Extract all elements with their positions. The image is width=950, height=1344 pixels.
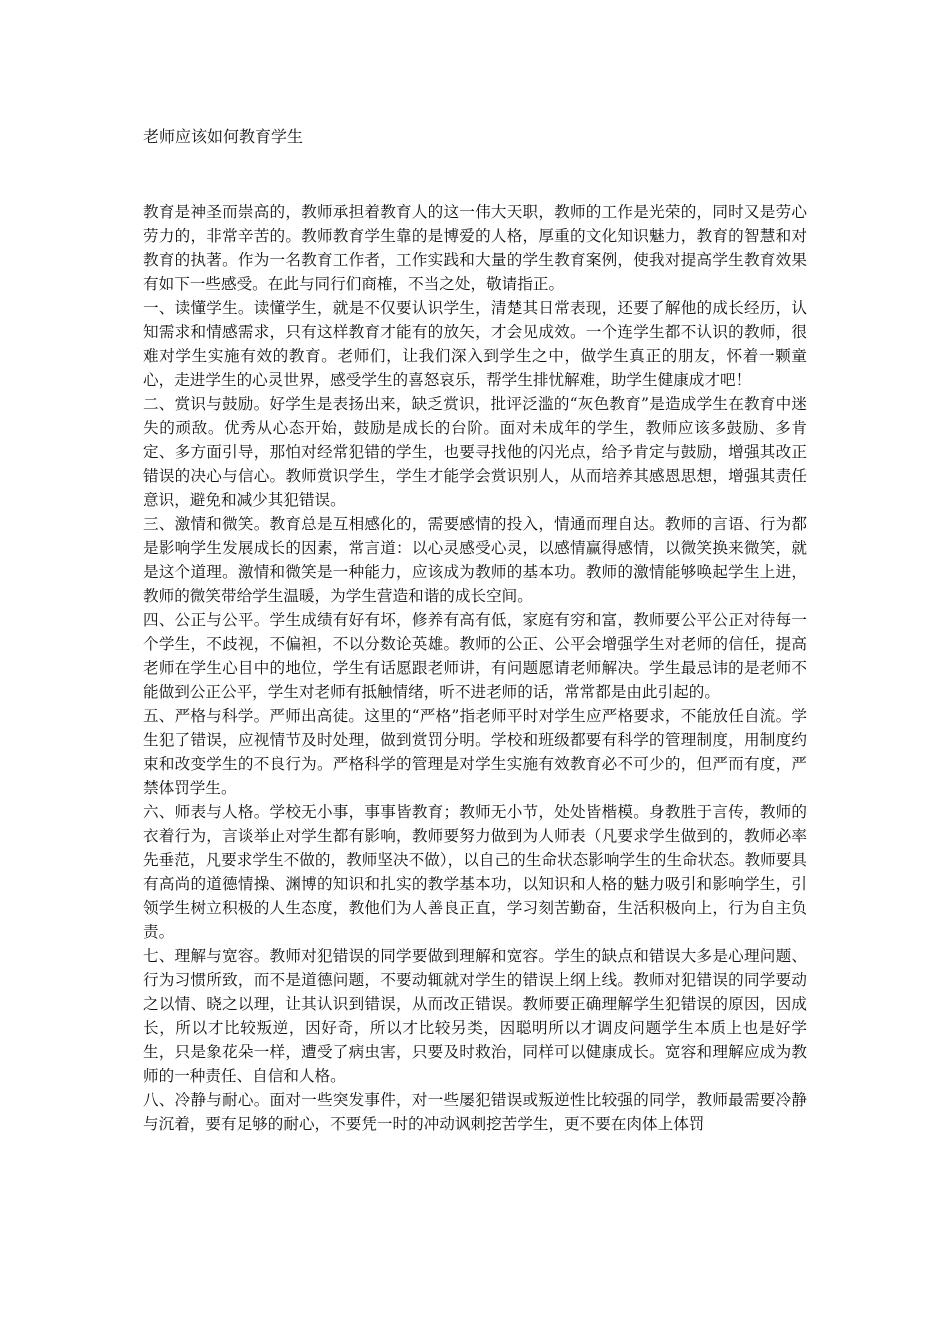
paragraph-section-8: 八、冷静与耐心。面对一些突发事件，对一些屡犯错误或叛逆性比较强的同学，教师最需要冷静与沉着，要有足够的耐心，不要凭一时的冲动讽刺挖苦学生，更不要在肉体上体罚	[143, 1091, 807, 1133]
paragraph-intro: 教育是神圣而崇高的，教师承担着教育人的这一伟大天职，教师的工作是光荣的，同时又是劳心劳力的，非常辛苦的。教师教育学生靠的是博爱的人格，厚重的文化知识魅力，教育的智慧和对教育的执著。作为一名教育工作者，工作实践和大量的学生教育案例，使我对提高学生教育效果有如下一些感受。在此与同行们商榷，不当之处，敬请指正。	[143, 203, 807, 293]
paragraph-section-6: 六、师表与人格。学校无小事，事事皆教育；教师无小节，处处皆楷模。身教胜于言传，教师的衣着行为，言谈举止对学生都有影响，教师要努力做到为人师表（凡要求学生做到的，教师必率先垂范，凡要求学生不做的，教师坚决不做），以自己的生命状态影响学生的生命状态。教师要具有高尚的道德情操、渊博的知识和扎实的教学基本功，以知识和人格的魅力吸引和影响学生，引领学生树立积极的人生态度，教他们为人善良正直，学习刻苦勤奋，生活积极向上，行为自主负责。	[143, 803, 807, 941]
paragraph-section-7: 七、理解与宽容。教师对犯错误的同学要做到理解和宽容。学生的缺点和错误大多是心理问题、行为习惯所致，而不是道德问题，不要动辄就对学生的错误上纲上线。教师对犯错误的同学要动之以情、晓之以理，让其认识到错误，从而改正错误。教师要正确理解学生犯错误的原因，因成长，所以才比较叛逆，因好奇，所以才比较另类，因聪明所以才调皮问题学生本质上也是好学生，只是象花朵一样，遭受了病虫害，只要及时救治，同样可以健康成长。宽容和理解应成为教师的一种责任、自信和人格。	[143, 947, 807, 1085]
document-page	[143, 0, 807, 1344]
paragraph-section-1: 一、读懂学生。读懂学生，就是不仅要认识学生，清楚其日常表现，还要了解他的成长经历，认知需求和情感需求，只有这样教育才能有的放矢，才会见成效。一个连学生都不认识的教师，很难对学生实施有效的教育。老师们，让我们深入到学生之中，做学生真正的朋友，怀着一颗童心，走进学生的心灵世界，感受学生的喜怒哀乐，帮学生排忧解难，助学生健康成才吧！	[143, 299, 807, 389]
paragraph-section-3: 三、激情和微笑。教育总是互相感化的，需要感情的投入，情通而理自达。教师的言语、行为都是影响学生发展成长的因素，常言道：以心灵感受心灵，以感情赢得感情，以微笑换来微笑，就是这个道理。激情和微笑是一种能力，应该成为教师的基本功。教师的激情能够唤起学生上进，教师的微笑带给学生温暖，为学生营造和谐的成长空间。	[143, 515, 807, 605]
document-body	[143, 200, 807, 1136]
paragraph-section-5: 五、严格与科学。严师出高徒。这里的“严格”指老师平时对学生应严格要求，不能放任自流。学生犯了错误，应视情节及时处理，做到赏罚分明。学校和班级都要有科学的管理制度，用制度约束和改变学生的不良行为。严格科学的管理是对学生实施有效教育必不可少的，但严而有度，严禁体罚学生。	[143, 707, 807, 797]
document-title: 老师应该如何教育学生	[143, 127, 304, 146]
paragraph-section-4: 四、公正与公平。学生成绩有好有坏，修养有高有低，家庭有穷和富，教师要公平公正对待每一个学生，不歧视，不偏袒，不以分数论英雄。教师的公正、公平会增强学生对老师的信任，提高老师在学生心目中的地位，学生有话愿跟老师讲，有问题愿请老师解决。学生最忌讳的是老师不能做到公正公平，学生对老师有抵触情绪，听不进老师的话，常常都是由此引起的。	[143, 611, 807, 701]
paragraph-section-2: 二、赏识与鼓励。好学生是表扬出来，缺乏赏识，批评泛滥的“灰色教育”是造成学生在教育中迷失的顽敌。优秀从心态开始，鼓励是成长的台阶。面对未成年的学生，教师应该多鼓励、多肯定、多方面引导，那怕对经常犯错的学生，也要寻找他的闪光点，给予肯定与鼓励，增强其改正错误的决心与信心。教师赏识学生，学生才能学会赏识别人，从而培养其感恩思想，增强其责任意识，避免和减少其犯错误。	[143, 395, 807, 509]
